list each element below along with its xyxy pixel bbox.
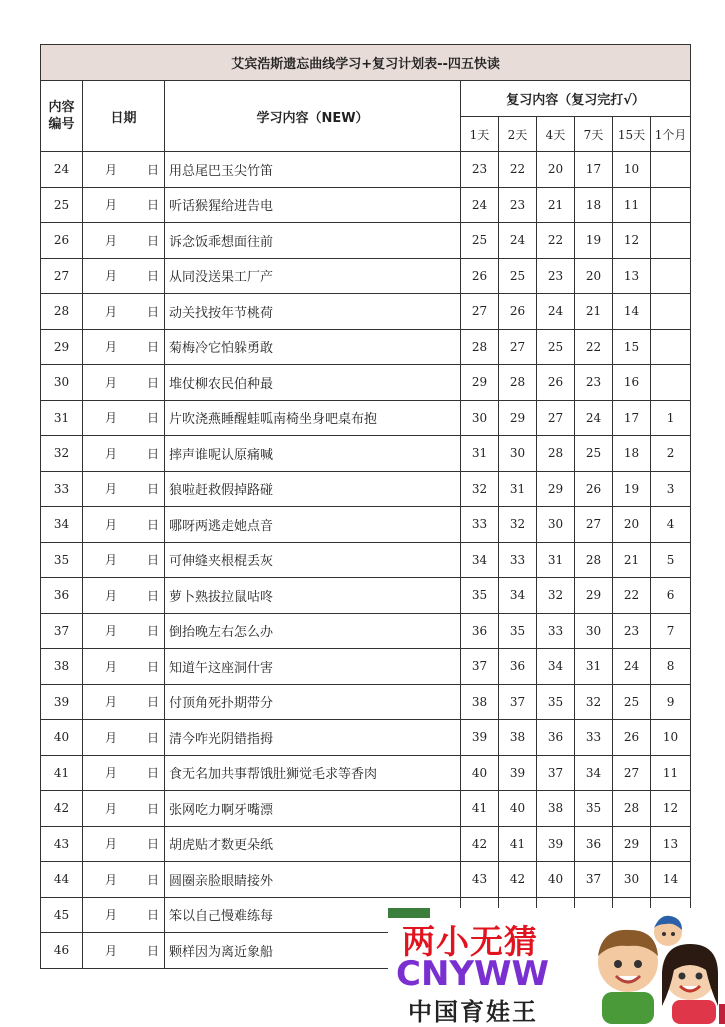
row-date[interactable] [83, 933, 165, 969]
review-cell-3[interactable]: 20 [575, 258, 613, 294]
review-cell-1[interactable]: 38 [499, 720, 537, 756]
review-cell-5[interactable]: 4 [651, 507, 691, 543]
review-cell-1[interactable]: 32 [499, 507, 537, 543]
row-date[interactable] [83, 862, 165, 898]
review-cell-4[interactable]: 28 [613, 791, 651, 827]
row-date[interactable] [83, 720, 165, 756]
review-cell-1[interactable]: 30 [499, 436, 537, 472]
review-cell-2[interactable]: 29 [537, 471, 575, 507]
row-date-month: 月 [105, 233, 118, 248]
review-cell-0[interactable]: 41 [461, 791, 499, 827]
review-cell-4[interactable]: 11 [613, 187, 651, 223]
row-content: 食无名加共事帮饿肚狮觉毛求等香肉 [165, 755, 461, 791]
review-cell-3[interactable]: 31 [575, 649, 613, 685]
row-date-month: 月 [105, 588, 118, 603]
table-row [41, 294, 691, 330]
review-cell-0[interactable]: 39 [461, 720, 499, 756]
review-cell-0[interactable]: 35 [461, 578, 499, 614]
row-number: 31 [41, 400, 83, 436]
table-title: 艾宾浩斯遗忘曲线学习+复习计划表--四五快读 [41, 45, 691, 81]
row-date-day: 日 [147, 588, 160, 603]
review-cell-0[interactable]: 43 [461, 862, 499, 898]
row-content: 张网吃力啊牙嘴漂 [165, 791, 461, 827]
review-cell-1[interactable]: 41 [499, 826, 537, 862]
row-date-month: 月 [105, 837, 118, 852]
row-number: 42 [41, 791, 83, 827]
row-date-month: 月 [105, 446, 118, 461]
row-number: 33 [41, 471, 83, 507]
row-date-month: 月 [105, 340, 118, 355]
watermark-logo [388, 908, 725, 1024]
row-date-month: 月 [105, 908, 118, 923]
watermark-line1: 两小无猜 [402, 922, 538, 961]
row-number: 28 [41, 294, 83, 330]
row-date[interactable] [83, 897, 165, 933]
row-date-day: 日 [147, 411, 160, 426]
header-date: 日期 [83, 81, 165, 152]
row-date-day: 日 [147, 766, 160, 781]
review-cell-5[interactable]: 11 [651, 755, 691, 791]
row-date-day: 日 [147, 801, 160, 816]
table-row [41, 400, 691, 436]
row-date[interactable] [83, 152, 165, 188]
row-number: 38 [41, 649, 83, 685]
review-cell-4[interactable]: 23 [613, 613, 651, 649]
row-date-month: 月 [105, 801, 118, 816]
row-content: 用总尾巴玉尖竹笛 [165, 152, 461, 188]
row-date-day: 日 [147, 233, 160, 248]
review-cell-4[interactable]: 29 [613, 826, 651, 862]
review-cell-5[interactable] [651, 294, 691, 330]
review-cell-0[interactable]: 34 [461, 542, 499, 578]
review-cell-3[interactable]: 23 [575, 365, 613, 401]
review-cell-1[interactable]: 37 [499, 684, 537, 720]
row-date-month: 月 [105, 553, 118, 568]
review-cell-5[interactable]: 7 [651, 613, 691, 649]
review-cell-5[interactable]: 12 [651, 791, 691, 827]
row-date[interactable] [83, 365, 165, 401]
review-cell-5[interactable]: 13 [651, 826, 691, 862]
row-number: 30 [41, 365, 83, 401]
review-cell-3[interactable]: 22 [575, 329, 613, 365]
row-content: 倒抬晚左右怎么办 [165, 613, 461, 649]
review-cell-2[interactable]: 30 [537, 507, 575, 543]
review-cell-4[interactable]: 17 [613, 400, 651, 436]
review-cell-2[interactable]: 24 [537, 294, 575, 330]
review-cell-3[interactable]: 36 [575, 826, 613, 862]
review-cell-4[interactable]: 10 [613, 152, 651, 188]
review-cell-1[interactable]: 28 [499, 365, 537, 401]
review-cell-2[interactable]: 39 [537, 826, 575, 862]
table-row [41, 187, 691, 223]
review-cell-4[interactable]: 21 [613, 542, 651, 578]
table-row [41, 542, 691, 578]
header-day-3: 7天 [575, 117, 613, 152]
review-cell-2[interactable]: 25 [537, 329, 575, 365]
review-cell-3[interactable]: 18 [575, 187, 613, 223]
row-content: 知道午这座洞什害 [165, 649, 461, 685]
review-cell-0[interactable]: 40 [461, 755, 499, 791]
review-cell-1[interactable]: 24 [499, 223, 537, 259]
table-row [41, 329, 691, 365]
review-cell-1[interactable]: 27 [499, 329, 537, 365]
row-date[interactable] [83, 294, 165, 330]
table-row [41, 649, 691, 685]
review-cell-2[interactable]: 20 [537, 152, 575, 188]
row-date-month: 月 [105, 766, 118, 781]
row-date-day: 日 [147, 624, 160, 639]
review-cell-2[interactable]: 27 [537, 400, 575, 436]
review-cell-5[interactable] [651, 223, 691, 259]
row-number: 34 [41, 507, 83, 543]
row-number: 41 [41, 755, 83, 791]
table-row [41, 223, 691, 259]
review-cell-4[interactable]: 24 [613, 649, 651, 685]
review-cell-1[interactable]: 25 [499, 258, 537, 294]
row-date-month: 月 [105, 198, 118, 213]
table-row [41, 152, 691, 188]
review-cell-4[interactable]: 18 [613, 436, 651, 472]
row-content: 颗样因为离近象船 [165, 933, 461, 969]
header-content: 学习内容（NEW） [165, 81, 461, 152]
review-cell-4[interactable]: 25 [613, 684, 651, 720]
header-day-1: 2天 [499, 117, 537, 152]
table-row [41, 755, 691, 791]
header-day-0: 1天 [461, 117, 499, 152]
row-number: 46 [41, 933, 83, 969]
row-content: 狼啦赶救假掉路碰 [165, 471, 461, 507]
row-content: 堆仗柳农民伯种最 [165, 365, 461, 401]
review-cell-4[interactable]: 22 [613, 578, 651, 614]
row-date[interactable] [83, 436, 165, 472]
row-number: 35 [41, 542, 83, 578]
review-cell-0[interactable]: 42 [461, 826, 499, 862]
review-cell-4[interactable]: 13 [613, 258, 651, 294]
review-cell-3[interactable]: 28 [575, 542, 613, 578]
review-plan-sheet [40, 44, 690, 969]
review-cell-2[interactable]: 37 [537, 755, 575, 791]
row-date-month: 月 [105, 162, 118, 177]
review-cell-2[interactable]: 32 [537, 578, 575, 614]
row-date[interactable] [83, 258, 165, 294]
review-cell-2[interactable]: 21 [537, 187, 575, 223]
review-cell-3[interactable]: 27 [575, 507, 613, 543]
header-day-4: 15天 [613, 117, 651, 152]
row-date-day: 日 [147, 482, 160, 497]
row-date-month: 月 [105, 872, 118, 887]
row-date-month: 月 [105, 730, 118, 745]
row-number: 40 [41, 720, 83, 756]
header-day-5: 1个月 [651, 117, 691, 152]
review-cell-0[interactable]: 23 [461, 152, 499, 188]
row-number: 32 [41, 436, 83, 472]
review-cell-3[interactable]: 35 [575, 791, 613, 827]
header-day-2: 4天 [537, 117, 575, 152]
review-cell-2[interactable]: 35 [537, 684, 575, 720]
table-row [41, 258, 691, 294]
review-cell-3[interactable]: 17 [575, 152, 613, 188]
review-cell-0[interactable]: 27 [461, 294, 499, 330]
row-content: 从同没送果工厂产 [165, 258, 461, 294]
review-cell-3[interactable]: 25 [575, 436, 613, 472]
row-date-day: 日 [147, 340, 160, 355]
review-cell-0[interactable]: 37 [461, 649, 499, 685]
review-cell-2[interactable]: 40 [537, 862, 575, 898]
row-number: 44 [41, 862, 83, 898]
row-date-month: 月 [105, 517, 118, 532]
row-content: 笨以自己慢难练每 [165, 897, 461, 933]
review-cell-4[interactable]: 14 [613, 294, 651, 330]
review-cell-5[interactable]: 6 [651, 578, 691, 614]
row-date-month: 月 [105, 482, 118, 497]
table-row [41, 684, 691, 720]
review-cell-0[interactable]: 31 [461, 436, 499, 472]
cartoon-kids-icon [576, 910, 725, 1024]
table-row [41, 471, 691, 507]
review-cell-5[interactable]: 1 [651, 400, 691, 436]
row-number: 36 [41, 578, 83, 614]
row-content: 萝卜熟拔拉鼠咕咚 [165, 578, 461, 614]
row-date[interactable] [83, 684, 165, 720]
review-cell-3[interactable]: 24 [575, 400, 613, 436]
row-date[interactable] [83, 542, 165, 578]
row-date-day: 日 [147, 446, 160, 461]
row-date[interactable] [83, 755, 165, 791]
row-date-day: 日 [147, 872, 160, 887]
review-cell-1[interactable]: 40 [499, 791, 537, 827]
row-content: 片吹浇燕睡醒蛙呱南椅坐身吧桌布抱 [165, 400, 461, 436]
row-number: 37 [41, 613, 83, 649]
row-date-day: 日 [147, 162, 160, 177]
review-cell-3[interactable]: 26 [575, 471, 613, 507]
row-number: 27 [41, 258, 83, 294]
review-cell-3[interactable]: 21 [575, 294, 613, 330]
table-row [41, 791, 691, 827]
row-date[interactable] [83, 400, 165, 436]
review-cell-4[interactable]: 19 [613, 471, 651, 507]
review-cell-0[interactable]: 30 [461, 400, 499, 436]
row-content: 胡虎贴才数更朵纸 [165, 826, 461, 862]
row-date-day: 日 [147, 908, 160, 923]
row-date-month: 月 [105, 411, 118, 426]
review-cell-5[interactable]: 8 [651, 649, 691, 685]
review-cell-2[interactable]: 28 [537, 436, 575, 472]
review-cell-2[interactable]: 26 [537, 365, 575, 401]
review-cell-0[interactable]: 28 [461, 329, 499, 365]
review-cell-2[interactable]: 22 [537, 223, 575, 259]
table-row [41, 826, 691, 862]
row-date-day: 日 [147, 695, 160, 710]
review-cell-5[interactable]: 9 [651, 684, 691, 720]
review-cell-3[interactable]: 30 [575, 613, 613, 649]
row-date-month: 月 [105, 943, 118, 958]
row-date-month: 月 [105, 624, 118, 639]
row-date-month: 月 [105, 304, 118, 319]
row-date-day: 日 [147, 517, 160, 532]
review-cell-1[interactable]: 42 [499, 862, 537, 898]
review-cell-1[interactable]: 29 [499, 400, 537, 436]
review-plan-table [40, 44, 691, 969]
review-cell-2[interactable]: 34 [537, 649, 575, 685]
review-cell-1[interactable]: 34 [499, 578, 537, 614]
row-number: 39 [41, 684, 83, 720]
table-row [41, 578, 691, 614]
review-cell-1[interactable]: 35 [499, 613, 537, 649]
review-cell-5[interactable] [651, 329, 691, 365]
review-cell-0[interactable]: 25 [461, 223, 499, 259]
row-date-day: 日 [147, 198, 160, 213]
row-date-day: 日 [147, 375, 160, 390]
row-date[interactable] [83, 187, 165, 223]
review-cell-0[interactable]: 24 [461, 187, 499, 223]
row-content: 清今咋光阴错指拇 [165, 720, 461, 756]
review-cell-2[interactable]: 23 [537, 258, 575, 294]
review-cell-1[interactable]: 23 [499, 187, 537, 223]
review-cell-2[interactable]: 33 [537, 613, 575, 649]
review-cell-3[interactable]: 34 [575, 755, 613, 791]
review-cell-0[interactable]: 26 [461, 258, 499, 294]
review-cell-5[interactable] [651, 258, 691, 294]
row-date-month: 月 [105, 375, 118, 390]
review-cell-1[interactable]: 26 [499, 294, 537, 330]
review-cell-2[interactable]: 31 [537, 542, 575, 578]
row-date[interactable] [83, 649, 165, 685]
table-row [41, 365, 691, 401]
row-date[interactable] [83, 471, 165, 507]
row-content: 听话猴猩给进告电 [165, 187, 461, 223]
table-row [41, 613, 691, 649]
row-content: 可伸缝夹根棍丢灰 [165, 542, 461, 578]
review-cell-4[interactable]: 12 [613, 223, 651, 259]
review-cell-0[interactable]: 36 [461, 613, 499, 649]
table-row [41, 507, 691, 543]
table-row [41, 720, 691, 756]
review-cell-3[interactable]: 29 [575, 578, 613, 614]
row-date[interactable] [83, 613, 165, 649]
header-number-line2: 编号 [48, 117, 75, 132]
table-row [41, 862, 691, 898]
review-cell-5[interactable] [651, 365, 691, 401]
review-cell-5[interactable]: 2 [651, 436, 691, 472]
review-cell-2[interactable]: 36 [537, 720, 575, 756]
review-cell-4[interactable]: 20 [613, 507, 651, 543]
row-content: 摔声谁呢认原痛喊 [165, 436, 461, 472]
review-cell-4[interactable]: 16 [613, 365, 651, 401]
review-cell-2[interactable]: 38 [537, 791, 575, 827]
row-date-month: 月 [105, 659, 118, 674]
row-date[interactable] [83, 507, 165, 543]
review-cell-5[interactable] [651, 152, 691, 188]
row-date[interactable] [83, 578, 165, 614]
review-cell-1[interactable]: 39 [499, 755, 537, 791]
review-cell-1[interactable]: 36 [499, 649, 537, 685]
review-cell-3[interactable]: 19 [575, 223, 613, 259]
row-date[interactable] [83, 826, 165, 862]
watermark-line3: 中国育娃王 [408, 998, 538, 1026]
row-number: 25 [41, 187, 83, 223]
row-date-month: 月 [105, 695, 118, 710]
table-row [41, 436, 691, 472]
review-cell-3[interactable]: 32 [575, 684, 613, 720]
review-cell-1[interactable]: 22 [499, 152, 537, 188]
row-number: 26 [41, 223, 83, 259]
row-date-day: 日 [147, 943, 160, 958]
review-cell-3[interactable]: 37 [575, 862, 613, 898]
review-cell-4[interactable]: 15 [613, 329, 651, 365]
row-date-day: 日 [147, 553, 160, 568]
review-cell-0[interactable]: 38 [461, 684, 499, 720]
row-date[interactable] [83, 791, 165, 827]
row-number: 24 [41, 152, 83, 188]
row-number: 43 [41, 826, 83, 862]
row-number: 29 [41, 329, 83, 365]
review-cell-0[interactable]: 33 [461, 507, 499, 543]
review-cell-5[interactable] [651, 187, 691, 223]
review-cell-5[interactable]: 5 [651, 542, 691, 578]
row-date-day: 日 [147, 659, 160, 674]
review-cell-1[interactable]: 33 [499, 542, 537, 578]
review-cell-4[interactable]: 26 [613, 720, 651, 756]
row-date-day: 日 [147, 304, 160, 319]
header-number [41, 81, 83, 152]
review-cell-5[interactable]: 3 [651, 471, 691, 507]
row-content: 哪呀两逃走她点音 [165, 507, 461, 543]
review-cell-3[interactable]: 33 [575, 720, 613, 756]
row-date[interactable] [83, 329, 165, 365]
row-date-day: 日 [147, 730, 160, 745]
header-review: 复习内容（复习完打√） [461, 81, 691, 117]
review-cell-4[interactable]: 30 [613, 862, 651, 898]
row-content: 动关找按年节桃荷 [165, 294, 461, 330]
review-cell-5[interactable]: 14 [651, 862, 691, 898]
row-date-day: 日 [147, 269, 160, 284]
row-date-day: 日 [147, 837, 160, 852]
review-cell-5[interactable]: 10 [651, 720, 691, 756]
row-content: 圆圈亲脸眼睛接外 [165, 862, 461, 898]
watermark-line2: CNYWW [396, 954, 550, 994]
row-date[interactable] [83, 223, 165, 259]
review-cell-0[interactable]: 32 [461, 471, 499, 507]
review-cell-1[interactable]: 31 [499, 471, 537, 507]
row-date-month: 月 [105, 269, 118, 284]
review-cell-0[interactable]: 29 [461, 365, 499, 401]
header-number-line1: 内容 [48, 100, 75, 115]
row-content: 付顶角死扑期带分 [165, 684, 461, 720]
row-content: 菊梅冷它怕躲勇敢 [165, 329, 461, 365]
review-cell-4[interactable]: 27 [613, 755, 651, 791]
row-number: 45 [41, 897, 83, 933]
row-content: 诉念饭乖想面往前 [165, 223, 461, 259]
